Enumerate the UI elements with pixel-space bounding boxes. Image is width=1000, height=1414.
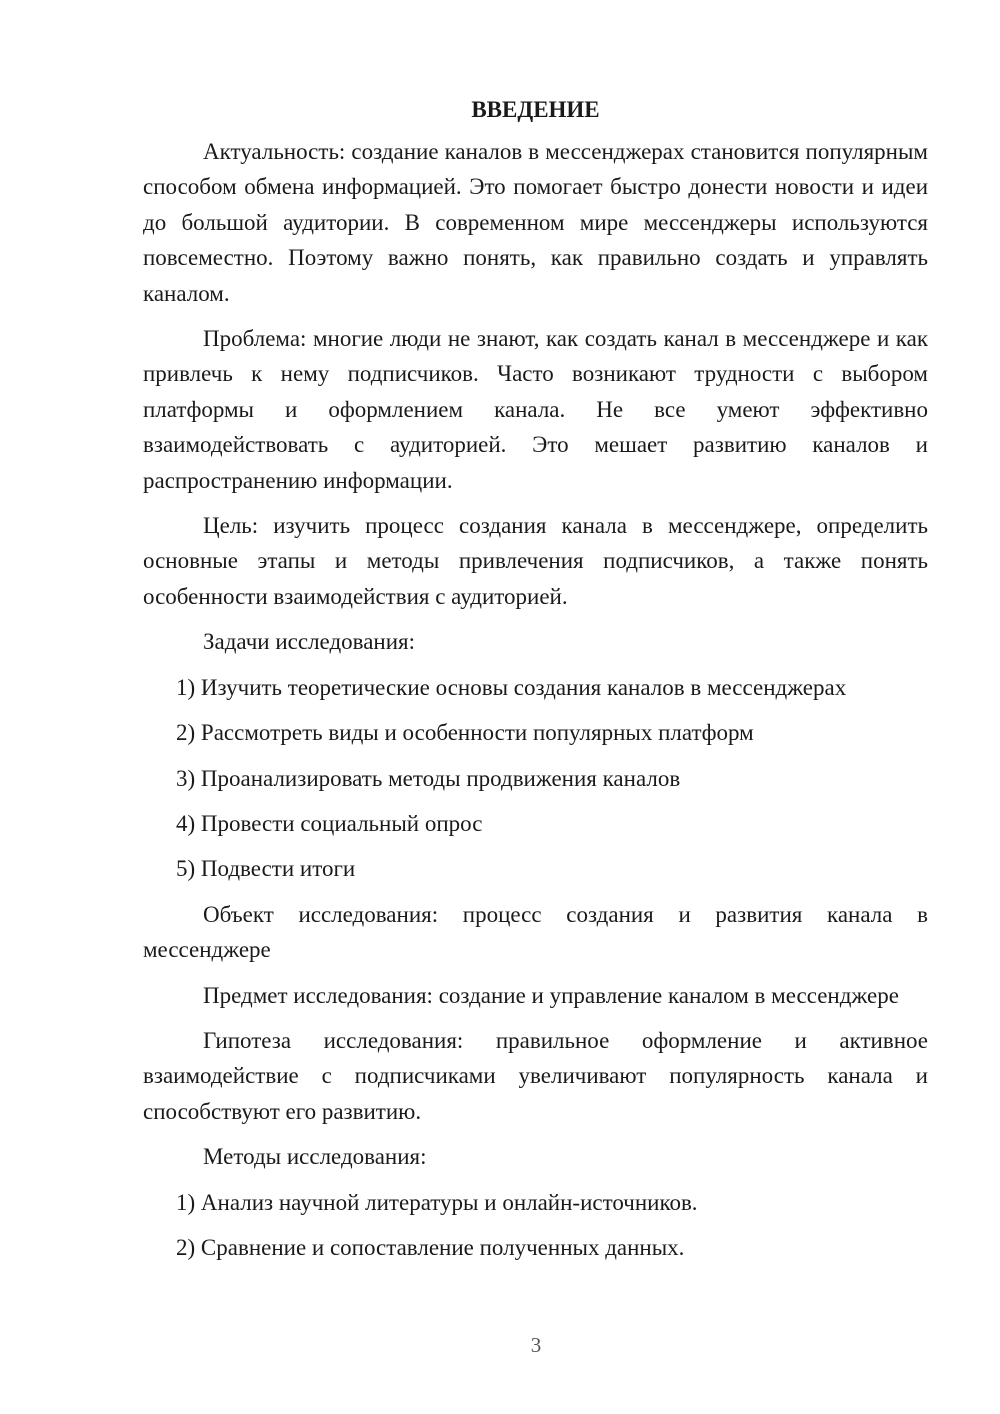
tasks-label: Задачи исследования: [203,629,416,655]
problem-paragraph: Проблема: многие люди не знают, как создать канал в мессенджере и как привлечь к нему подписчиков. Часто возникают трудности с выбором платформы и оформлением канала. Не все умеют эффективно взаимодействовать с аудиторией. Это мешает развитию каналов и распространению информации. [143,326,928,493]
methods-label: Методы исследования: [203,1144,427,1170]
list-item: 2) Рассмотреть виды и особенности популярных платформ [176,720,754,746]
subject-paragraph: Предмет исследования: создание и управление каналом в мессенджере [203,982,899,1008]
page-number: 3 [530,1333,542,1357]
list-item: 2) Сравнение и сопоставление полученных данных. [176,1234,685,1260]
methods-list [143,1185,928,1266]
list-item: 1) Анализ научной литературы и онлайн-источников. [176,1189,698,1215]
hypothesis-paragraph: Гипотеза исследования: правильное оформление и активное взаимодействие с подписчиками увеличивают популярность канала и способствуют его развитию. [143,1027,928,1124]
relevance-paragraph: Актуальность: создание каналов в мессенджерах становится популярным способом обмена информацией. Это помогает быстро донести новости и идеи до большой аудитории. В современном мире мессенджеры используются повсеместно. Поэтому важно понять, как правильно создать и управлять каналом. [143,139,928,306]
object-paragraph: Объект исследования: процесс создания и развития канала в мессенджере [143,901,928,963]
list-item: 4) Провести социальный опрос [176,810,483,836]
goal-paragraph: Цель: изучить процесс создания канала в мессенджере, определить основные этапы и методы привлечения подписчиков, а также понять особенности взаимодействия с аудиторией. [143,513,928,609]
section-title: ВВЕДЕНИЕ [471,97,600,122]
list-item: 5) Подвести итоги [176,856,356,882]
tasks-list [143,670,928,887]
page-content [143,95,928,1275]
list-item: 1) Изучить теоретические основы создания каналов в мессенджерах [176,674,847,700]
list-item: 3) Проанализировать методы продвижения каналов [176,765,681,791]
